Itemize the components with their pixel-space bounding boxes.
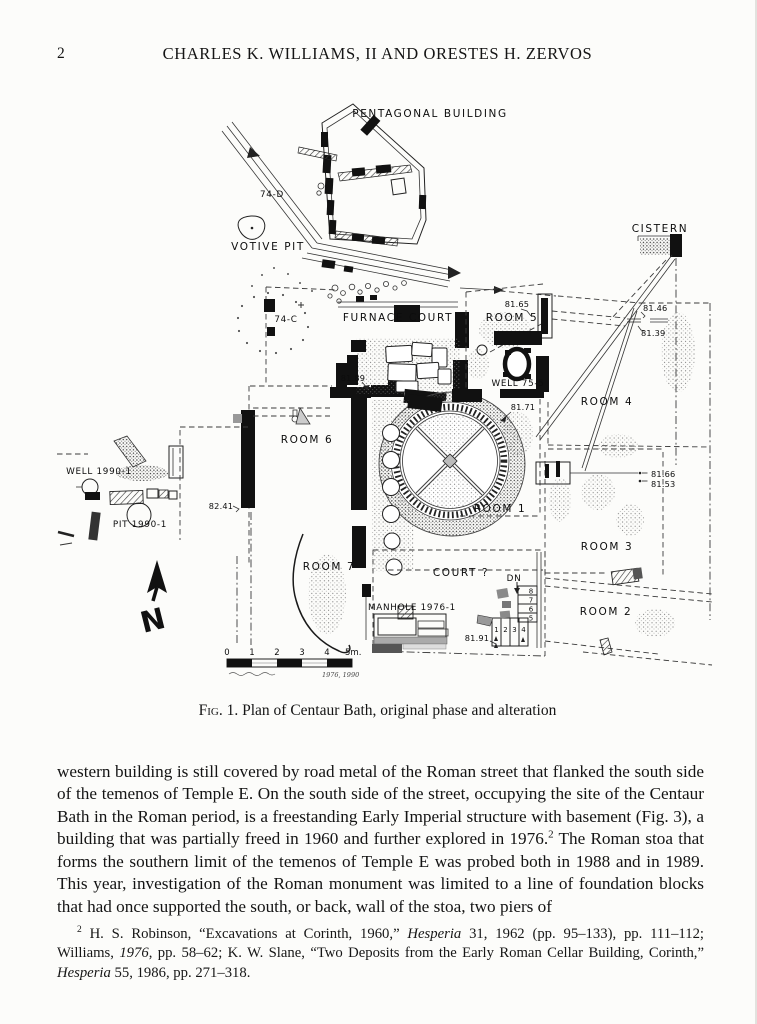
footnote-text: , pp. 58–62; K. W. Slane, “Two Deposits from the Early Roman Cellar Building, Corinth,” (148, 945, 704, 962)
label-manhole: MANHOLE 1976-1 (368, 603, 456, 613)
label-room-7: ROOM 7 (302, 561, 356, 573)
draftsman-signature (229, 673, 275, 676)
stair-num-4: 4 (521, 626, 526, 634)
stair-num-6: 6 (528, 605, 534, 614)
footnote-reference: 2 (548, 828, 554, 841)
label-cistern: CISTERN (631, 223, 689, 235)
footnote-text: H. S. Robinson, “Excavations at Corinth, 1960,” (81, 926, 408, 942)
footnote-text: 55, 1986, pp. 271–318. (110, 964, 251, 981)
scale-tick-5m: 5m. (345, 648, 362, 658)
footnote-italic-1976: 1976 (119, 945, 149, 962)
stair-num-1: 1 (494, 626, 499, 634)
label-room-1: ROOM 1 (473, 503, 527, 515)
page-number: 2 (57, 45, 65, 62)
round-bath-room1 (372, 389, 543, 575)
scale-tick-0: 0 (224, 648, 230, 658)
furnace-structure (347, 338, 460, 394)
cistern (638, 234, 682, 257)
scale-tick-4: 4 (324, 648, 330, 658)
room2-area (545, 578, 712, 665)
elev-81-65: 81.65 (504, 299, 530, 309)
label-room-6: ROOM 6 (280, 434, 334, 446)
label-dn: DN (506, 574, 522, 584)
stair-num-8: 8 (528, 587, 534, 596)
label-room-2: ROOM 2 (579, 606, 633, 618)
label-area-74d: 74-D (260, 190, 284, 200)
label-well-75-5: WELL 75-5 (491, 379, 545, 389)
elev-81-39: 81.39 (641, 328, 666, 338)
label-area-74c: 74-C (274, 315, 298, 325)
room3-area (536, 449, 663, 585)
scale-bar (224, 648, 361, 679)
body-text-part2: The Roman stoa that forms the southern limit of the temenos of Temple E was probed both in 1988 and in 1989. This year, investigation of the Roman monument was limited to a line of foundation blocks that had once supported the south, or back, wall of the stoa, two piers of (57, 829, 704, 916)
label-pit-1990: PIT 1990-1 (112, 520, 168, 530)
body-text-part1: western building is still covered by road metal of the Roman street that flanked the south side of the temenos of Temple E. On the south side of the street, occupying the site of the Centaur Bath in the Roman period, is a freestanding Early Imperial structure with basement (Fig. 3), a building that was partially freed in 1960 and further explored in 1976. (57, 762, 704, 849)
footnote-text: 31, 1962 (pp. 95–133), pp. 111–112; Williams, (57, 926, 704, 962)
elev-82-41: 82.41 (208, 501, 234, 511)
north-letter: N (136, 600, 169, 640)
label-pentagonal-building: PENTAGONAL BUILDING (352, 108, 508, 120)
label-votive-pit: VOTIVE PIT (231, 241, 305, 253)
elev-81-91: 81.91 (464, 633, 490, 643)
footnote-italic-hesperia: Hesperia (57, 964, 111, 981)
figure-dates: 1976, 1990 (322, 671, 360, 679)
footnote-block (57, 925, 704, 983)
pentagonal-building (298, 104, 426, 273)
label-room-4: ROOM 4 (580, 396, 634, 408)
scale-tick-1: 1 (249, 648, 255, 658)
elev-81-71: 81.71 (510, 402, 536, 412)
body-paragraph (57, 761, 704, 918)
roman-road-lines (222, 122, 640, 303)
north-arrow (137, 560, 169, 640)
caption-text: Plan of Centaur Bath, original phase and alteration (238, 702, 557, 719)
elev-81-66: 81.66 (651, 469, 676, 479)
label-court: COURT ? (432, 567, 490, 579)
footnote-italic-hesperia: Hesperia (407, 926, 462, 942)
site-plan-figure (0, 85, 757, 703)
label-room-5: ROOM 5 (485, 312, 539, 324)
stair-num-3: 3 (512, 626, 517, 634)
room7-area (293, 534, 350, 653)
running-head: CHARLES K. WILLIAMS, II AND ORESTES H. ZERVOS (162, 44, 593, 63)
figure-caption (0, 702, 755, 720)
label-furnace-court: FURNACE COURT (342, 312, 454, 324)
caption-label: Fig. 1. (198, 702, 239, 719)
stair-num-7: 7 (528, 596, 534, 605)
elev-81-53: 81.53 (651, 479, 676, 489)
votive-pit (238, 216, 265, 239)
stair-num-2: 2 (503, 626, 508, 634)
elev-81-46: 81.46 (643, 303, 668, 313)
label-well-1990: WELL 1990-1 (66, 467, 132, 477)
footnote-marker: 2 (77, 925, 82, 936)
label-room-3: ROOM 3 (580, 541, 634, 553)
stair-num-5: 5 (528, 614, 534, 623)
elev-81-89: 81.89 (340, 373, 366, 383)
road-rubble-stones (328, 281, 407, 304)
scale-tick-3: 3 (299, 648, 305, 658)
scale-tick-2: 2 (274, 648, 280, 658)
manhole-structure (362, 584, 448, 653)
